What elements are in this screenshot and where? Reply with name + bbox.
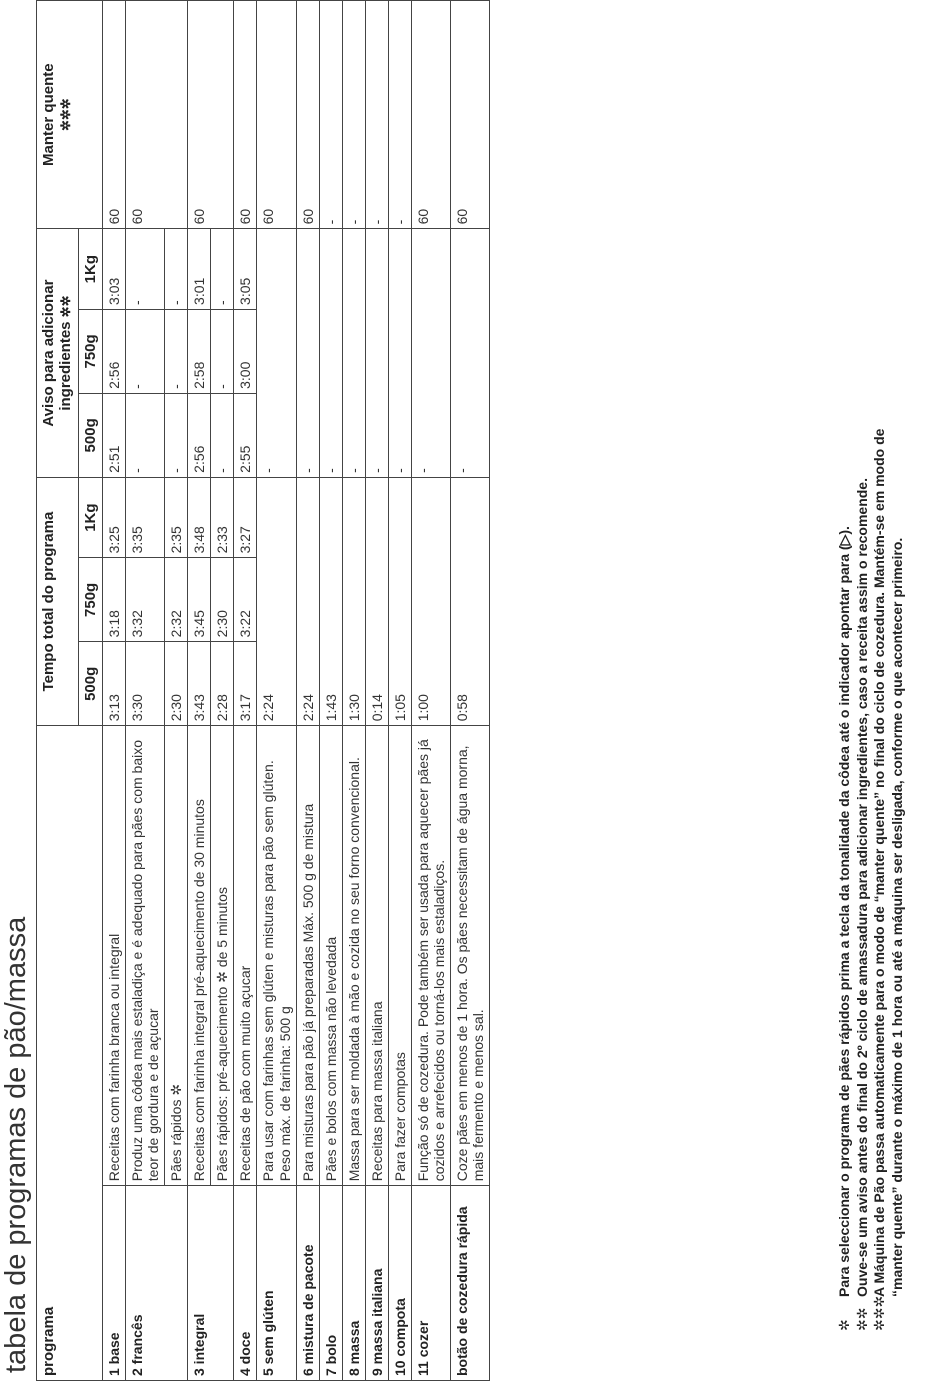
alert-1kg: 3:03	[102, 229, 125, 310]
program-description: Receitas para massa italiana	[365, 726, 388, 1186]
alert-750g: 3:00	[234, 309, 257, 393]
program-description: Função só de cozedura. Pode também ser usada para aquecer pães já cozidos e arrefecidos ou torná-los mais estaladiços.	[412, 726, 451, 1186]
program-name: 3 integral	[188, 1186, 234, 1381]
footnote-text: Para seleccionar o programa de pães rápidos prima a tecla da tonalidade da côdea até o indicador apontar para (▷).	[836, 526, 852, 1297]
header-tempo-500g: 500g	[78, 642, 102, 726]
ingredient-alert: -	[451, 229, 490, 477]
header-tempo-750g: 750g	[78, 558, 102, 642]
table-row	[234, 1, 257, 1381]
time-1kg: 3:48	[188, 477, 211, 558]
table-row	[388, 1, 411, 1381]
program-description: Receitas com farinha integral pré-aquecimento de 30 minutos	[188, 726, 211, 1186]
time-500g: 3:43	[188, 642, 211, 726]
total-time: 2:24	[296, 477, 319, 725]
keep-warm: -	[342, 1, 365, 229]
page-title: tabela de programas de pão/massa	[0, 916, 32, 1373]
ingredient-alert: -	[388, 229, 411, 477]
table-row	[451, 1, 490, 1381]
alert-1kg: -	[211, 229, 234, 310]
table-row	[412, 1, 451, 1381]
keep-warm: 60	[412, 1, 451, 229]
header-tempo-1kg: 1Kg	[78, 477, 102, 558]
total-time: 0:58	[451, 477, 490, 725]
table-row	[257, 1, 296, 1381]
time-500g: 3:13	[102, 642, 125, 726]
header-programa: programa	[37, 726, 103, 1381]
alert-750g: -	[125, 309, 164, 393]
header-manter-label: Manter quente	[40, 63, 57, 166]
footnote	[854, 11, 872, 1331]
alert-500g: 2:55	[234, 393, 257, 477]
time-750g: 3:18	[102, 558, 125, 642]
alert-750g: 2:56	[102, 309, 125, 393]
program-name: 9 massa italiana	[365, 1186, 388, 1381]
program-description: Receitas com farinha branca ou integral	[102, 726, 125, 1186]
program-description: Para usar com farinhas sem glúten e misturas para pão sem glúten. Peso máx. de farinha: 500 g	[257, 726, 296, 1186]
table-row	[319, 1, 342, 1381]
ingredient-alert: -	[319, 229, 342, 477]
time-750g: 3:22	[234, 558, 257, 642]
program-description: Coze pães em menos de 1 hora. Os pães necessitam de água morna, mais fermento e menos sal.	[451, 726, 490, 1186]
program-name: 1 base	[102, 1186, 125, 1381]
table-row	[296, 1, 319, 1381]
program-name: 10 compota	[388, 1186, 411, 1381]
keep-warm: -	[365, 1, 388, 229]
time-1kg: 3:27	[234, 477, 257, 558]
program-description: Pães rápidos ✲	[165, 726, 188, 1186]
total-time: 0:14	[365, 477, 388, 725]
total-time: 1:43	[319, 477, 342, 725]
header-aviso-line1: Aviso para adicionar	[40, 279, 57, 427]
program-description: Massa para ser moldada à mão e cozida no seu forno convencional.	[342, 726, 365, 1186]
alert-500g: -	[165, 393, 188, 477]
program-description: Receitas de pão com muito açucar	[234, 726, 257, 1186]
header-tempo: Tempo total do programa	[37, 477, 79, 725]
footnote	[836, 11, 854, 1331]
table-row	[342, 1, 365, 1381]
table-row	[102, 1, 125, 1381]
time-750g: 3:32	[125, 558, 164, 642]
program-name: 4 doce	[234, 1186, 257, 1381]
ingredient-alert: -	[342, 229, 365, 477]
alert-750g: 2:58	[188, 309, 211, 393]
total-time: 1:00	[412, 477, 451, 725]
program-name: 6 mistura de pacote	[296, 1186, 319, 1381]
program-description: Pães e bolos com massa não levedada	[319, 726, 342, 1186]
program-name: 7 bolo	[319, 1186, 342, 1381]
time-750g: 2:32	[165, 558, 188, 642]
keep-warm: -	[319, 1, 342, 229]
program-description: Para fazer compotas	[388, 726, 411, 1186]
footnotes	[836, 11, 906, 1331]
time-1kg: 3:25	[102, 477, 125, 558]
table-row	[188, 1, 211, 1381]
keep-warm: 60	[257, 1, 296, 229]
alert-500g: 2:51	[102, 393, 125, 477]
alert-500g: -	[211, 393, 234, 477]
keep-warm: 60	[188, 1, 234, 229]
time-1kg: 2:33	[211, 477, 234, 558]
ingredient-alert: -	[365, 229, 388, 477]
header-manter	[37, 1, 103, 229]
alert-1kg: 3:05	[234, 229, 257, 310]
footnote-mark: ✲	[836, 1319, 852, 1331]
time-1kg: 2:35	[165, 477, 188, 558]
footnote-mark: ✲✲✲	[871, 1295, 887, 1331]
time-750g: 3:45	[188, 558, 211, 642]
footnote-text: A Máquina de Pão passa automaticamente para o modo de “manter quente” no final do ciclo de cozedura. Mantém-se em modo de	[871, 428, 887, 1297]
total-time: 2:24	[257, 477, 296, 725]
keep-warm: -	[388, 1, 411, 229]
ingredient-alert: -	[257, 229, 296, 477]
alert-1kg: 3:01	[188, 229, 211, 310]
header-aviso-line2: ingredientes	[57, 321, 75, 411]
time-500g: 3:17	[234, 642, 257, 726]
keep-warm: 60	[125, 1, 187, 229]
ingredient-alert: -	[296, 229, 319, 477]
program-name: 11 cozer	[412, 1186, 451, 1381]
table-row	[365, 1, 388, 1381]
keep-warm: 60	[296, 1, 319, 229]
table-row	[125, 1, 164, 1381]
footnote	[871, 11, 889, 1331]
program-description: Para misturas para pão já preparadas Máx. 500 g de mistura	[296, 726, 319, 1186]
program-name: 2 francês	[125, 1186, 187, 1381]
keep-warm: 60	[451, 1, 490, 229]
time-750g: 2:30	[211, 558, 234, 642]
alert-750g: -	[165, 309, 188, 393]
total-time: 1:05	[388, 477, 411, 725]
manter-stars: ✲✲✲	[58, 98, 74, 132]
alert-1kg: -	[125, 229, 164, 310]
keep-warm: 60	[102, 1, 125, 229]
alert-1kg: -	[165, 229, 188, 310]
alert-750g: -	[211, 309, 234, 393]
footnote-continuation	[889, 11, 907, 1331]
header-aviso-750g: 750g	[78, 309, 102, 393]
footnote-text: Ouve-se um aviso antes do final do 2º ciclo de amassadura para adicionar ingredientes, caso a receita assim o recomende.	[853, 478, 870, 1297]
footnote-mark: ✲✲	[853, 1307, 870, 1331]
aviso-stars: ✲✲	[58, 295, 74, 318]
program-name: botão de cozedura rápida	[451, 1186, 490, 1381]
program-name: 8 massa	[342, 1186, 365, 1381]
header-aviso	[37, 229, 79, 477]
program-name: 5 sem glúten	[257, 1186, 296, 1381]
ingredient-alert: -	[412, 229, 451, 477]
footnote-text: “manter quente” durante o máximo de 1 hora ou até a máquina ser desligada, conforme o que acontecer primeiro.	[888, 537, 905, 1297]
header-aviso-1kg: 1Kg	[78, 229, 102, 310]
time-500g: 3:30	[125, 642, 164, 726]
time-1kg: 3:35	[125, 477, 164, 558]
header-row-1	[37, 1, 79, 1381]
time-500g: 2:28	[211, 642, 234, 726]
alert-500g: -	[125, 393, 164, 477]
total-time: 1:30	[342, 477, 365, 725]
keep-warm: 60	[234, 1, 257, 229]
program-description: Produz uma côdea mais estaladiça e é adequado para pães com baixo teor de gordura e de açucar	[125, 726, 164, 1186]
alert-500g: 2:56	[188, 393, 211, 477]
program-table	[36, 0, 490, 1381]
program-description: Pães rápidos: pré-aquecimento ✲ de 5 minutos	[211, 726, 234, 1186]
time-500g: 2:30	[165, 642, 188, 726]
header-aviso-500g: 500g	[78, 393, 102, 477]
